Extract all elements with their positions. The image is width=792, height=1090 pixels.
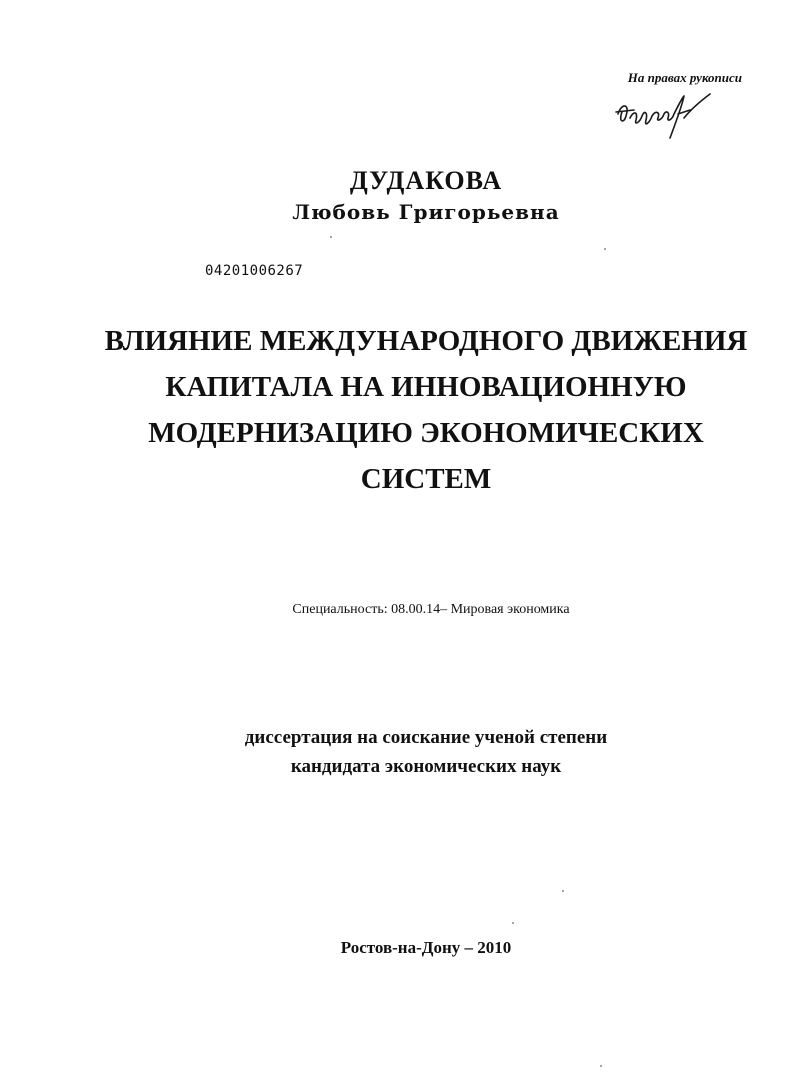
- scan-speck: [330, 236, 332, 238]
- scan-speck: [604, 248, 606, 250]
- document-code: 04201006267: [205, 263, 304, 279]
- author-given-names: Любовь Григорьевна: [292, 200, 560, 224]
- title-line: КАПИТАЛА НА ИННОВАЦИОННУЮ: [165, 371, 687, 403]
- degree-statement: [0, 723, 792, 781]
- title-line: ВЛИЯНИЕ МЕЖДУНАРОДНОГО ДВИЖЕНИЯ: [104, 325, 748, 357]
- dissertation-title: [0, 318, 792, 502]
- title-line: СИСТЕМ: [360, 463, 492, 495]
- title-line: МОДЕРНИЗАЦИЮ ЭКОНОМИЧЕСКИХ: [148, 417, 704, 449]
- author-surname: ДУДАКОВА: [349, 166, 503, 195]
- scan-speck: [512, 922, 514, 924]
- scan-speck: [562, 890, 564, 892]
- specialty: Специальность: 08.00.14– Мировая экономика: [292, 602, 570, 617]
- place-and-year: Ростов-на-Дону – 2010: [340, 938, 512, 957]
- degree-line: кандидата экономических наук: [290, 756, 562, 777]
- scan-speck: [600, 1065, 602, 1067]
- rights-note: На правах рукописи: [627, 70, 742, 85]
- degree-line: диссертация на соискание ученой степени: [244, 727, 608, 748]
- handwritten-signature: [612, 92, 712, 142]
